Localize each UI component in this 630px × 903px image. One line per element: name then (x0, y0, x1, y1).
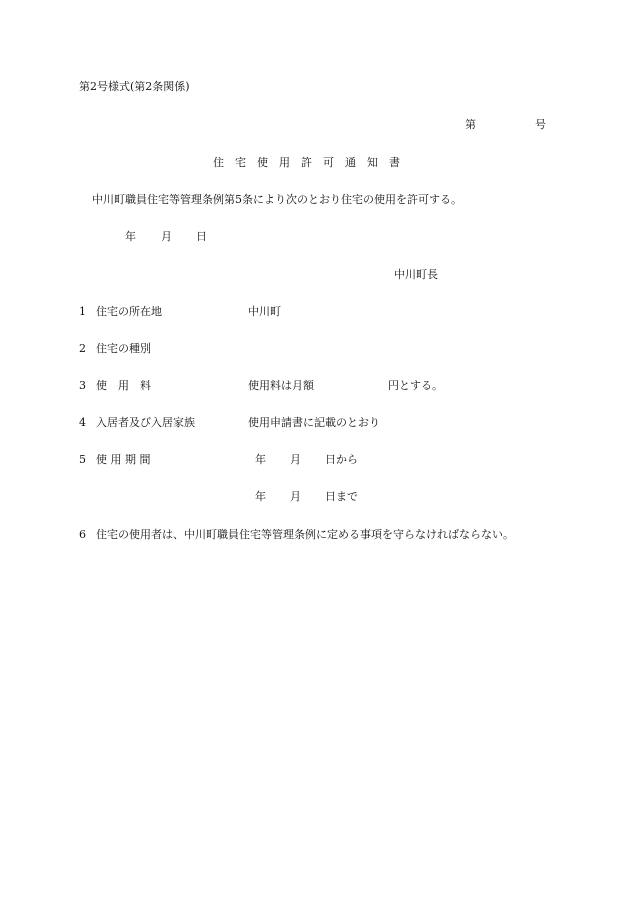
document-number-prefix: 第 (465, 118, 476, 131)
item-number: 5 (79, 453, 86, 466)
item-value-fee-suffix: 円とする。 (388, 379, 443, 392)
item-label-residents: 入居者及び入居家族 (96, 416, 195, 429)
document-title: 住 宅 使 用 許 可 通 知 書 (213, 156, 400, 169)
item-number: 4 (79, 416, 86, 429)
item-number: 3 (79, 379, 86, 392)
item-number: 2 (79, 342, 86, 355)
item-number: 1 (79, 305, 86, 318)
document-number-suffix: 号 (535, 118, 546, 131)
item-label-obligation: 住宅の使用者は、中川町職員住宅等管理条例に定める事項を守らなければならない。 (96, 528, 514, 541)
item-label-fee: 使 用 料 (96, 379, 151, 392)
item-label-location: 住宅の所在地 (96, 305, 162, 318)
item-label-type: 住宅の種別 (96, 342, 151, 355)
item-number: 6 (79, 528, 86, 541)
period-from-month: 月 (290, 453, 301, 466)
item-value-residents: 使用申請書に記載のとおり (248, 416, 380, 429)
period-to-day: 日まで (325, 490, 358, 503)
issuer: 中川町長 (394, 268, 438, 281)
item-label-period: 使 用 期 間 (96, 453, 151, 466)
date-month: 月 (161, 230, 172, 243)
intro-text: 中川町職員住宅等管理条例第5条により次のとおり住宅の使用を許可する。 (92, 193, 462, 206)
period-from-year: 年 (255, 453, 266, 466)
period-to-month: 月 (290, 490, 301, 503)
date-day: 日 (196, 230, 207, 243)
item-value-location: 中川町 (248, 305, 281, 318)
period-to-year: 年 (255, 490, 266, 503)
form-number: 第2号様式(第2条関係) (79, 80, 190, 93)
item-value-fee: 使用料は月額 (248, 379, 314, 392)
date-year: 年 (125, 230, 136, 243)
period-from-day: 日から (325, 453, 358, 466)
